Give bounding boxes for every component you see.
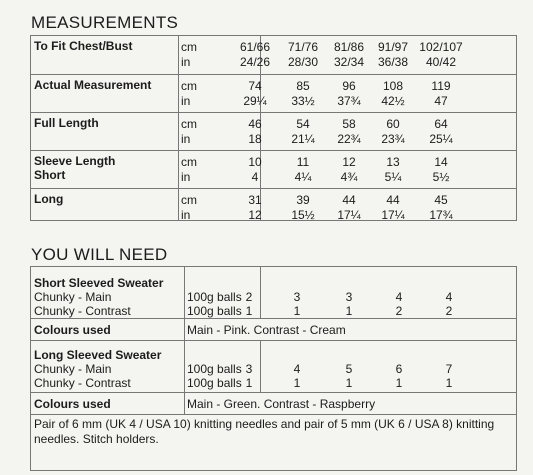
col-divider — [260, 267, 261, 318]
measurement-value: 12 — [342, 155, 356, 169]
measurement-label: Long — [34, 192, 64, 206]
col-divider — [178, 151, 179, 188]
measurement-value: 85 — [296, 79, 310, 93]
measurement-value: 58 — [342, 117, 356, 131]
measurement-value: 28/30 — [287, 55, 319, 69]
yarn-quantity: 7 — [445, 362, 453, 376]
measurement-value: 33½ — [291, 94, 315, 108]
long-unit-contrast: 100g balls — [187, 376, 242, 390]
measurement-value: 42½ — [381, 94, 405, 108]
measurement-value: 119 — [431, 79, 451, 93]
measurement-value: 22¾ — [337, 132, 361, 146]
short-colours-label: Colours used — [34, 323, 111, 337]
measurement-value: 11 — [296, 155, 310, 169]
measurement-value: 4¾ — [340, 170, 358, 184]
short-colours-value: Main - Pink. Contrast - Cream — [187, 323, 346, 337]
measurement-value: 10 — [248, 155, 262, 169]
measurement-row — [31, 188, 516, 220]
measurements-table — [30, 35, 517, 221]
yarn-quantity: 4 — [445, 290, 453, 304]
measurement-unit: cm — [181, 155, 197, 169]
measurement-label: Full Length — [34, 116, 99, 130]
yarn-quantity: 4 — [395, 290, 403, 304]
measurement-value: 5¼ — [384, 170, 402, 184]
measurement-label: Short — [34, 168, 66, 182]
yarn-quantity: 6 — [395, 362, 403, 376]
measurement-unit: in — [181, 94, 191, 108]
measurement-value: 61/66 — [239, 40, 271, 54]
measurement-unit: in — [181, 55, 191, 69]
yarn-quantity: 3 — [293, 290, 301, 304]
measurement-row — [31, 112, 516, 150]
yarn-quantity: 3 — [245, 362, 253, 376]
yarn-quantity: 3 — [345, 290, 353, 304]
measurement-value: 29¼ — [243, 94, 267, 108]
row-divider — [31, 340, 516, 341]
measurement-label: Sleeve Length — [34, 154, 116, 168]
measurement-value: 46 — [248, 117, 262, 131]
yarn-quantity: 1 — [395, 376, 403, 390]
measurement-unit: cm — [181, 117, 197, 131]
yarn-quantity: 2 — [245, 290, 253, 304]
row-divider — [31, 392, 516, 393]
measurement-value: 23¾ — [381, 132, 405, 146]
long-colours-value: Main - Green. Contrast - Raspberry — [187, 397, 376, 411]
measurement-unit: cm — [181, 40, 197, 54]
measurement-value: 44 — [342, 193, 356, 207]
short-yarn-main: Chunky - Main — [34, 290, 112, 304]
measurement-value: 18 — [248, 132, 262, 146]
yarn-quantity: 2 — [395, 304, 403, 318]
measurement-value: 39 — [296, 193, 310, 207]
measurement-value: 5½ — [432, 170, 450, 184]
yarn-quantity: 1 — [245, 304, 253, 318]
row-divider — [31, 414, 516, 415]
measurement-value: 108 — [382, 79, 404, 93]
measurement-unit: in — [181, 170, 191, 184]
measurement-value: 37¾ — [337, 94, 361, 108]
measurement-unit: in — [181, 208, 191, 222]
col-divider — [260, 340, 261, 392]
measurements-heading: MEASUREMENTS — [31, 13, 179, 32]
measurement-label: Actual Measurement — [34, 78, 152, 92]
short-unit-contrast: 100g balls — [187, 304, 242, 318]
yarn-quantity: 1 — [445, 376, 453, 390]
measurement-value: 32/34 — [333, 55, 365, 69]
long-yarn-main: Chunky - Main — [34, 362, 112, 376]
measurement-value: 4 — [251, 170, 259, 184]
measurement-value: 40/42 — [425, 55, 457, 69]
measurement-label: To Fit Chest/Bust — [34, 39, 133, 53]
measurement-unit: cm — [181, 193, 197, 207]
measurement-row — [31, 36, 516, 74]
measurement-value: 74 — [248, 79, 262, 93]
col-divider — [178, 36, 179, 74]
measurement-value: 17¾ — [429, 208, 453, 222]
measurement-value: 21¼ — [291, 132, 315, 146]
short-yarn-contrast: Chunky - Contrast — [34, 304, 131, 318]
measurement-value: 31 — [248, 193, 262, 207]
col-divider — [184, 318, 185, 340]
measurement-value: 71/76 — [287, 40, 319, 54]
measurement-value: 12 — [248, 208, 262, 222]
measurement-value: 102/107 — [419, 40, 463, 54]
yarn-quantity: 1 — [293, 376, 301, 390]
col-divider — [178, 189, 179, 220]
measurement-value: 4¼ — [294, 170, 312, 184]
yarn-quantity: 4 — [293, 362, 301, 376]
measurement-row — [31, 74, 516, 112]
yarn-quantity: 1 — [245, 376, 253, 390]
yarn-quantity: 1 — [293, 304, 301, 318]
measurement-value: 17¼ — [337, 208, 361, 222]
measurement-row — [31, 150, 516, 188]
measurement-value: 81/86 — [333, 40, 365, 54]
col-divider — [184, 340, 185, 392]
measurement-value: 44 — [386, 193, 400, 207]
you-will-need-heading: YOU WILL NEED — [31, 245, 168, 264]
measurement-unit: in — [181, 132, 191, 146]
yarn-quantity: 1 — [345, 376, 353, 390]
measurement-value: 47 — [434, 94, 448, 108]
long-colours-label: Colours used — [34, 397, 111, 411]
short-unit-main: 100g balls — [187, 290, 242, 304]
yarn-quantity: 5 — [345, 362, 353, 376]
measurement-value: 25¼ — [429, 132, 453, 146]
measurement-value: 45 — [434, 193, 448, 207]
yarn-quantity: 1 — [345, 304, 353, 318]
measurement-value: 17¼ — [381, 208, 405, 222]
col-divider — [184, 267, 185, 318]
measurement-value: 13 — [386, 155, 400, 169]
measurement-value: 14 — [434, 155, 448, 169]
measurement-value: 54 — [296, 117, 310, 131]
measurement-value: 64 — [434, 117, 448, 131]
long-sweater-title: Long Sleeved Sweater — [34, 348, 162, 362]
row-divider — [31, 318, 516, 319]
long-yarn-contrast: Chunky - Contrast — [34, 376, 131, 390]
measurement-value: 96 — [342, 79, 356, 93]
col-divider — [184, 392, 185, 414]
measurement-value: 24/26 — [239, 55, 271, 69]
measurement-value: 15½ — [291, 208, 315, 222]
needles-note: Pair of 6 mm (UK 4 / USA 10) knitting needles and pair of 5 mm (UK 6 / USA 8) knitting needles. Stitch holders. — [34, 417, 495, 446]
col-divider — [178, 75, 179, 112]
you-will-need-table — [30, 266, 517, 471]
short-sweater-title: Short Sleeved Sweater — [34, 276, 164, 290]
long-unit-main: 100g balls — [187, 362, 242, 376]
measurement-value: 60 — [386, 117, 400, 131]
measurement-unit: cm — [181, 79, 197, 93]
measurement-value: 36/38 — [377, 55, 409, 69]
measurement-value: 91/97 — [377, 40, 409, 54]
yarn-quantity: 2 — [445, 304, 453, 318]
col-divider — [178, 113, 179, 150]
